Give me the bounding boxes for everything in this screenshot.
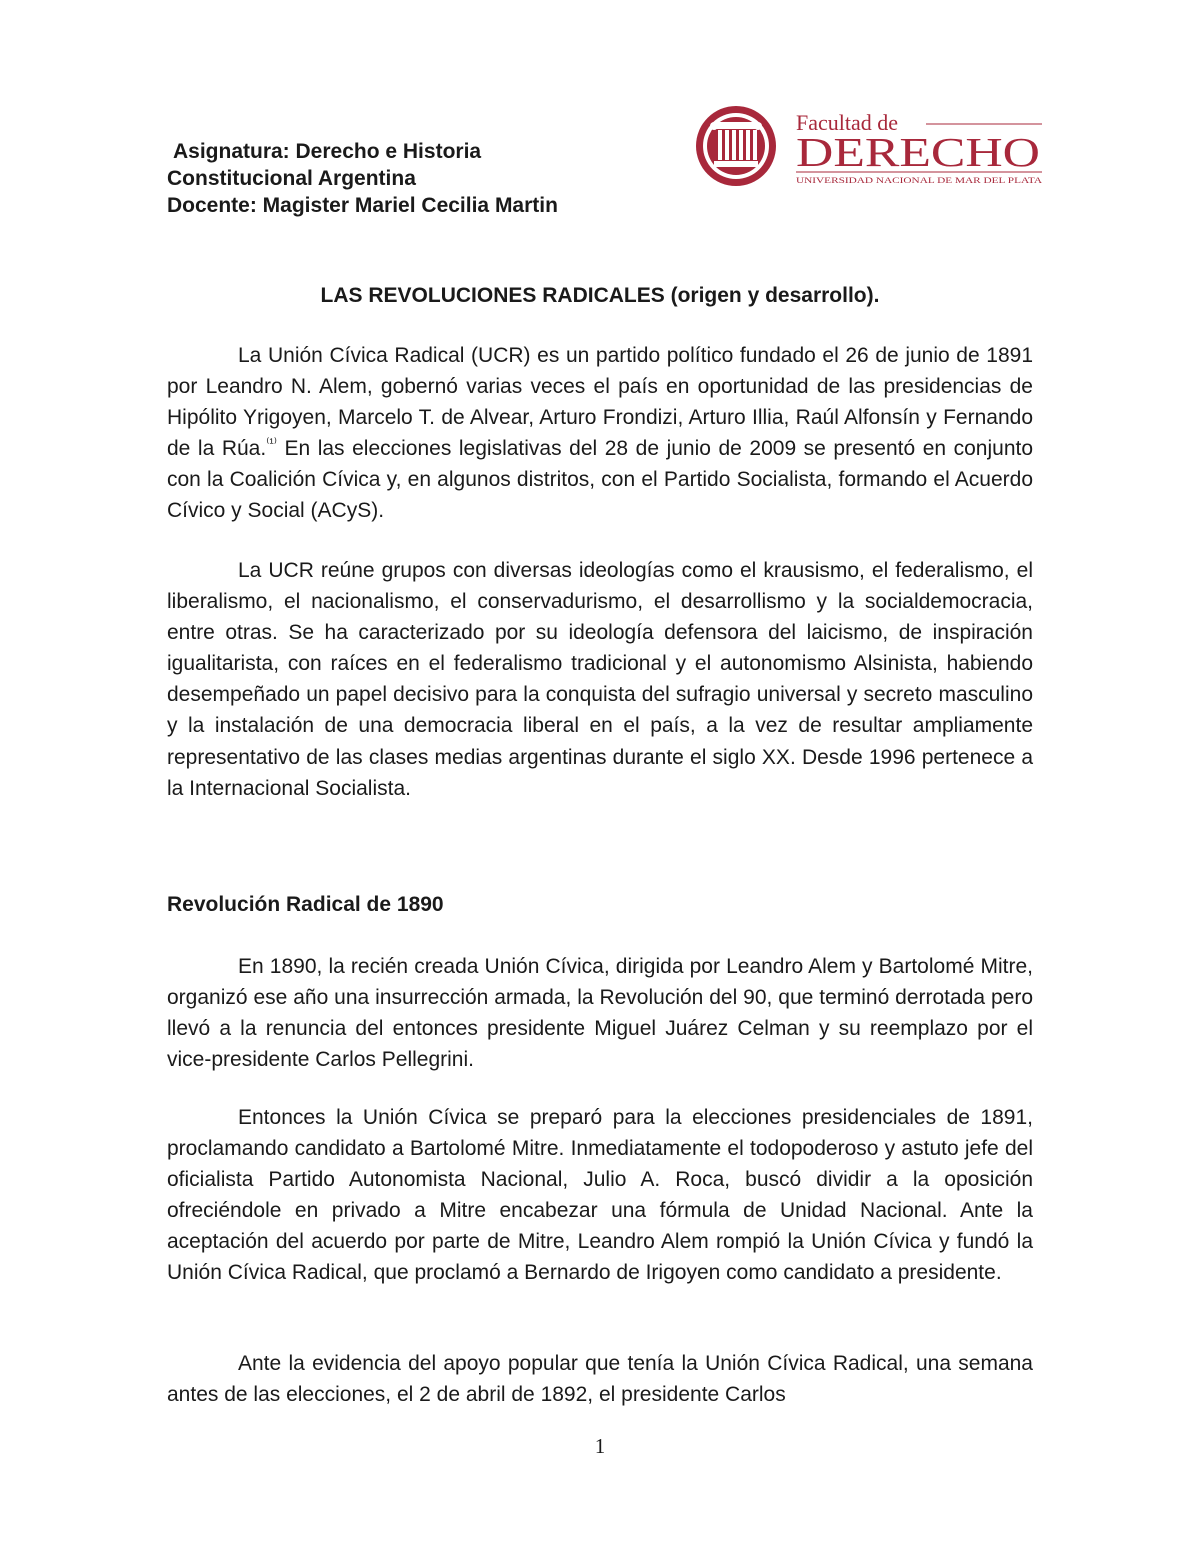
faculty-logo-graphic (694, 104, 1044, 188)
paragraph-ideology: La UCR reúne grupos con diversas ideologías como el krausismo, el federalismo, el liberalismo, el nacionalismo, el conservadurismo, el desarrollismo y la socialdemocracia, entre otras. Se ha caracterizado por su ideología defensora del laicismo, de inspiración igualitarista, con raíces en el federalismo tradicional y el autonomismo Alsinista, habiendo desempeñado un papel decisivo para la conquista del sufragio universal y secreto masculino y la instalación de una democracia liberal en el país, a la vez de resultar ampliamente representativo de las clases medias argentinas durante el siglo XX. Desde 1996 pertenece a la Internacional Socialista. (167, 559, 1033, 800)
course-subject-line: Asignatura: Derecho e Historia (173, 140, 482, 163)
document-title: LAS REVOLUCIONES RADICALES (origen y desarrollo). (320, 284, 880, 307)
page-number: 1 (594, 1434, 606, 1458)
paragraph-intro (167, 340, 1033, 527)
column-emblem-icon (696, 106, 776, 186)
logo-main-text: DERECHO (796, 129, 1040, 175)
course-subject-line-continued: Constitucional Argentina (167, 167, 416, 190)
paragraph-elections-1892: Ante la evidencia del apoyo popular que tenía la Unión Cívica Radical, una semana antes de las elecciones, el 2 de abril de 1892, el presidente Carlos (167, 1352, 1033, 1407)
paragraph-revolution-1890: En 1890, la recién creada Unión Cívica, dirigida por Leandro Alem y Bartolomé Mitre, organizó ese año una insurrección armada, la Revolución del 90, que terminó derrotada pero llevó a la renuncia del entonces presidente Miguel Juárez Celman y su reemplazo por el vice-presidente Carlos Pellegrini. (167, 955, 1033, 1072)
paragraph-intro-continued: En las elecciones legislativas del 28 de junio de 2009 se presentó en conjunto con la Coalición Cívica y, en algunos distritos, con el Partido Socialista, formando el Acuerdo Cívico y Social (ACyS). (167, 437, 1034, 523)
faculty-logo (694, 104, 1044, 188)
logo-sub-text: UNIVERSIDAD NACIONAL DE MAR DEL PLATA (796, 176, 1043, 185)
paragraph-intro-text: La Unión Cívica Radical (UCR) es un partido político fundado el 26 de junio de 1891 por Leandro N. Alem, gobernó varias veces el país en oportunidad de las presidencias de Hipólito Yrigoyen, Marcelo T. de Alvear, Arturo Frondizi, Arturo Illia, Raúl Alfonsín y Fernando de la Rúa. (167, 344, 1033, 461)
logo-top-text: Facultad de (796, 110, 899, 135)
paragraph-elections-1891: Entonces la Unión Cívica se preparó para la elecciones presidenciales de 1891, proclamando candidato a Bartolomé Mitre. Inmediatamente el todopoderoso y astuto jefe del oficialista Partido Autonomista Nacional, Julio A. Roca, buscó dividir a la oposición ofreciéndole en privado a Mitre encabezar una fórmula de Unidad Nacional. Ante la aceptación del acuerdo por parte de Mitre, Leandro Alem rompió la Unión Cívica y fundó la Unión Cívica Radical, que proclamó a Bernardo de Irigoyen como candidato a presidente. (167, 1106, 1033, 1285)
course-header (167, 138, 687, 219)
section-heading: Revolución Radical de 1890 (167, 893, 444, 916)
footnote-marker: ⁽¹⁾ (266, 435, 277, 451)
course-teacher-line: Docente: Magister Mariel Cecilia Martin (167, 194, 558, 217)
